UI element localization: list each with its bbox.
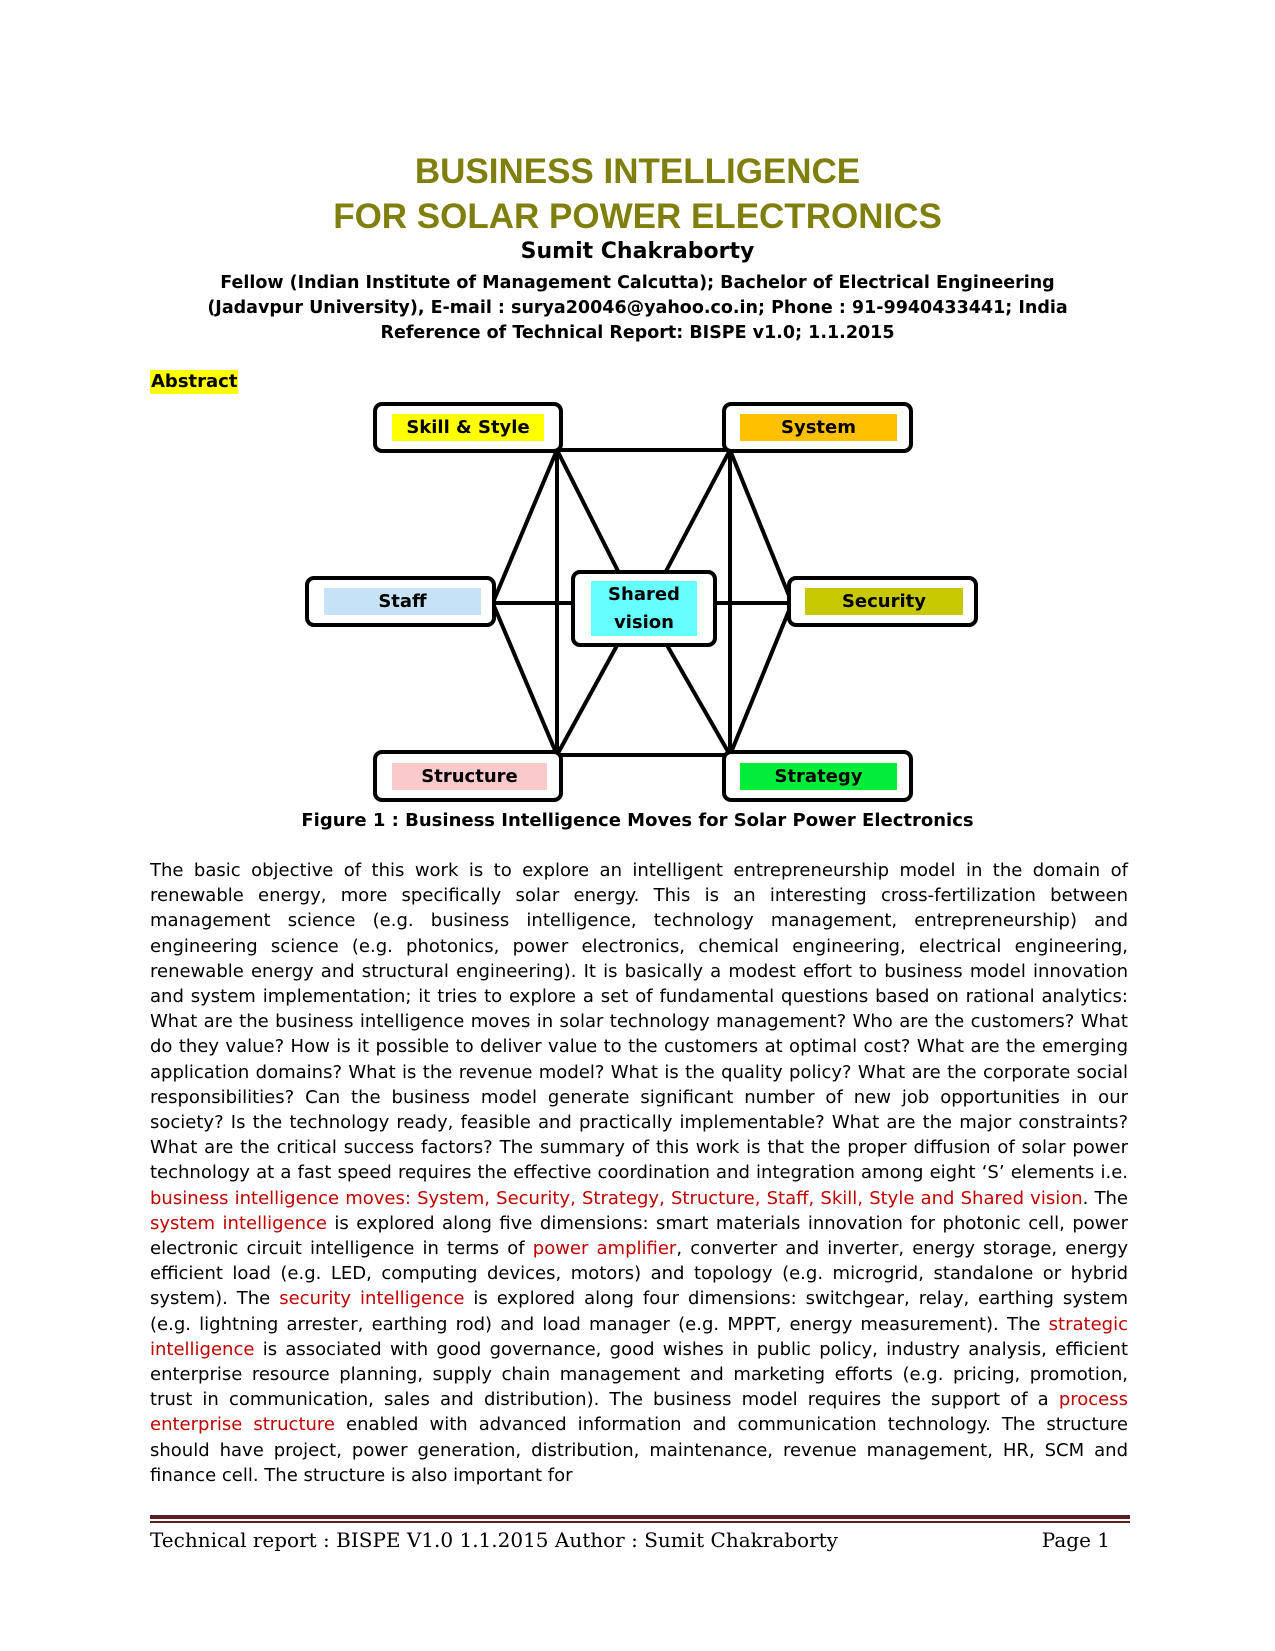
node-strategy <box>722 750 913 802</box>
affiliation-line-2: (Jadavpur University), E-mail : surya20046@yahoo.co.in; Phone : 91-9940433441; India <box>207 298 1068 318</box>
footer-divider-thick <box>150 1515 1130 1519</box>
node-security <box>787 576 978 627</box>
node-shared-vision-label <box>591 581 697 636</box>
report-reference: Reference of Technical Report: BISPE v1.0; 1.1.2015 <box>380 323 895 343</box>
body-text-1: The basic objective of this work is to explore an intelligent entrepreneurship model in the domain of renewable energy, more specifically solar energy. This is an interesting cross-fertilization between management science (e.g. business intelligence, technology management, entrepreneurship) and engineering science (e.g. photonics, power electronics, chemical engineering, electrical engineering, renewable energy and structural engineering). It is basically a modest effort to business model innovation and system implementation; it tries to explore a set of fundamental questions based on rational analytics: What are the business intelligence moves in solar technology management? Who are the customers? What do they value? How is it possible to deliver value to the customers at optimal cost? What are the emerging application domains? What is the revenue model? What is the quality policy? What are the corporate social responsibilities? Can the business model generate significant number of new job opportunities in our society? Is the technology ready, feasible and practically implementable? What are the major constraints? What are the critical success factors? The summary of this work is that the proper diffusion of solar power technology at a fast speed requires the effective coordination and integration among eight ‘S’ elements i.e. <box>150 860 1128 1184</box>
edge-shared-strategy <box>664 640 730 755</box>
edge-system-security <box>730 450 790 598</box>
highlight-business-intelligence-moves: business intelligence moves: System, Security, Strategy, Structure, Staff, Skill, Style and Shared vision <box>150 1187 1083 1209</box>
node-staff <box>305 576 496 627</box>
node-system-label: System <box>740 414 897 441</box>
node-structure <box>373 750 563 802</box>
title-line-2: FOR SOLAR POWER ELECTRONICS <box>333 197 942 236</box>
node-security-label: Security <box>805 588 963 615</box>
node-structure-label: Structure <box>392 763 547 790</box>
node-system <box>722 402 913 453</box>
edge-security-strategy <box>730 608 790 755</box>
figure-caption: Figure 1 : Business Intelligence Moves for Solar Power Electronics <box>301 810 974 831</box>
body-text-5: is explored along four dimensions: switchgear, relay, earthing system (e.g. lightning arrester, earthing rod) and load manager (e.g. MPPT, energy measurement). The <box>150 1288 1128 1335</box>
edge-staff-structure <box>494 606 557 755</box>
edge-shared-structure <box>557 640 620 755</box>
body-text-3: is explored along five dimensions: smart materials innovation for photonic cell, power electronic circuit intelligence in terms of <box>150 1212 1128 1260</box>
edge-skill-shared <box>557 450 620 575</box>
abstract-label: Abstract <box>151 371 238 392</box>
node-strategy-label: Strategy <box>740 763 897 790</box>
edge-skill-staff <box>494 450 557 600</box>
abstract-body <box>150 858 1128 1488</box>
highlight-power-amplifier: power amplifier <box>532 1238 677 1260</box>
body-text-4: , converter and inverter, energy storage, energy efficient load (e.g. LED, computing devices, motors) and topology (e.g. microgrid, standalone or hybrid system). The <box>150 1238 1128 1310</box>
footer-page-number: Page 1 <box>1041 1528 1110 1552</box>
node-skill-style-label: Skill & Style <box>392 414 544 441</box>
body-text-7: enabled with advanced information and communication technology. The structure should have project, power generation, distribution, maintenance, revenue management, HR, SCM and finance cell. The structure is also important for <box>150 1414 1129 1486</box>
title-line-1: BUSINESS INTELLIGENCE <box>414 152 861 191</box>
highlight-process-enterprise-structure: process enterprise structure <box>150 1389 1128 1436</box>
body-text-6: is associated with good governance, good wishes in public policy, industry analysis, efficient enterprise resource planning, supply chain management and marketing efforts (e.g. pricing, promotion, trust in communication, sales and distribution). The business model requires the support of a <box>150 1338 1128 1411</box>
node-shared-vision-line-2: vision <box>614 611 674 633</box>
footer-report-info: Technical report : BISPE V1.0 1.1.2015 Author : Sumit Chakraborty <box>150 1528 838 1552</box>
highlight-system-intelligence: system intelligence <box>150 1212 327 1234</box>
edge-system-shared <box>664 450 730 575</box>
highlight-strategic-intelligence: strategic intelligence <box>150 1313 1128 1360</box>
node-shared-vision-line-1: Shared <box>608 583 680 605</box>
node-staff-label: Staff <box>324 588 481 615</box>
author-name: Sumit Chakraborty <box>520 239 755 264</box>
affiliation-line-1: Fellow (Indian Institute of Management Calcutta); Bachelor of Electrical Engineering <box>220 273 1055 293</box>
body-text-2: . The <box>1082 1187 1129 1209</box>
footer-divider-thin <box>150 1521 1130 1523</box>
node-skill-style <box>373 402 563 453</box>
highlight-security-intelligence: security intelligence <box>279 1288 465 1310</box>
node-shared-vision <box>571 570 717 647</box>
figure-diagram <box>0 0 1275 820</box>
